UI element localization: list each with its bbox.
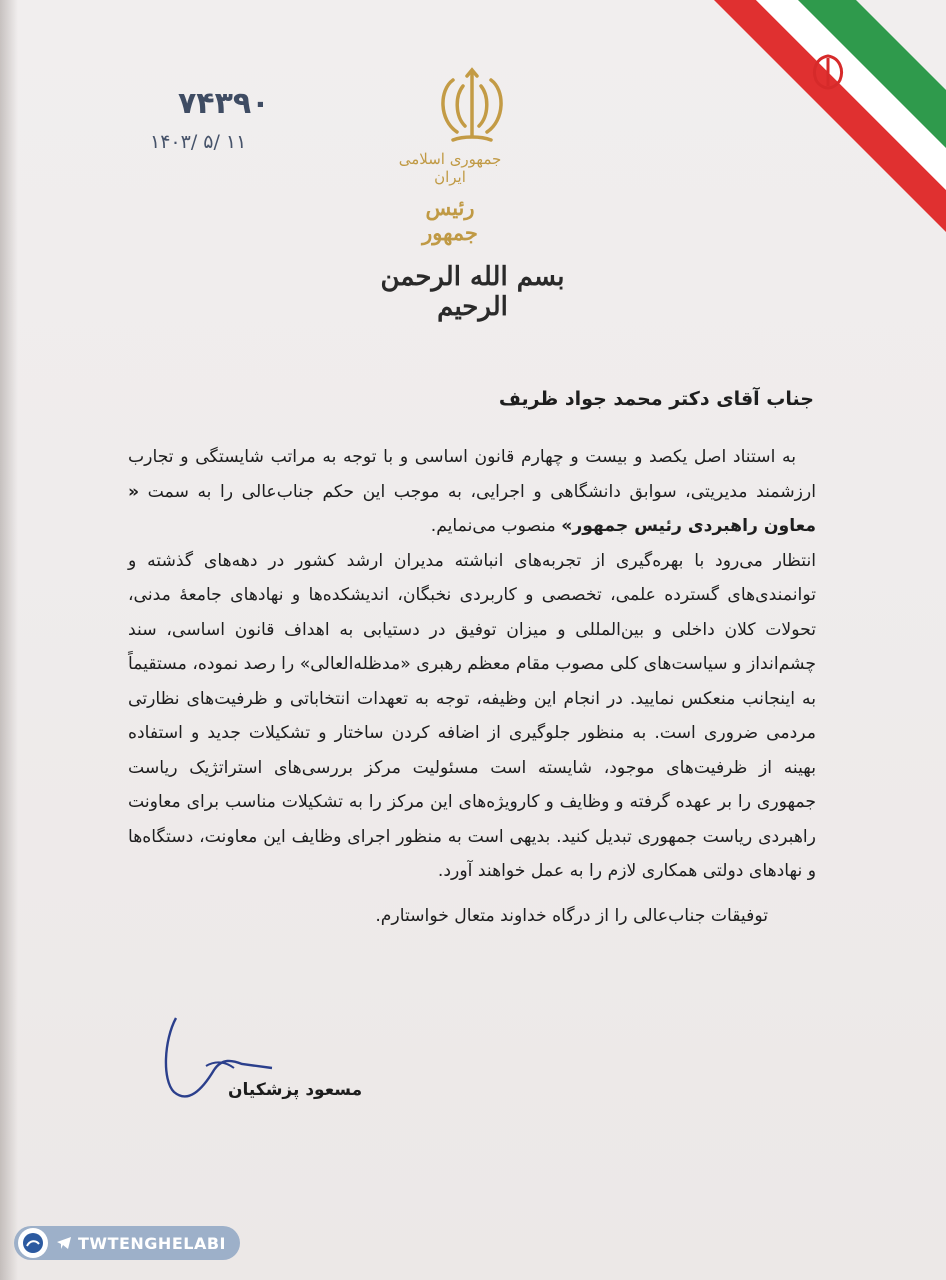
paragraph-1-intro: به استناد اصل یکصد و بیست و چهارم قانون اساسی و با توجه به مراتب شایستگی و تجارب ارزشمند مدیریتی، سوابق دانشگاهی و اجرایی، به موجب این حکم جناب‌عالی را به سمت bbox=[128, 447, 816, 502]
paragraph-1-end: منصوب می‌نمایم. bbox=[430, 516, 556, 536]
paragraph-1 bbox=[128, 440, 816, 544]
iran-flag-corner bbox=[686, 0, 946, 250]
letter-number: ۷۴۳۹۰ bbox=[178, 86, 270, 121]
basmala-calligraphy: بسم الله الرحمن الرحیم bbox=[380, 262, 565, 322]
iran-emblem-icon bbox=[431, 66, 513, 148]
channel-logo-icon bbox=[18, 1228, 48, 1258]
channel-watermark bbox=[14, 1226, 240, 1260]
telegram-icon bbox=[56, 1236, 72, 1250]
letter-date: ۱۴۰۳/ ۵/ ۱۱ bbox=[150, 131, 247, 153]
addressee: جناب آقای دکتر محمد جواد ظریف bbox=[498, 388, 814, 410]
letter-body bbox=[128, 378, 816, 933]
paper-edge-shadow bbox=[0, 0, 18, 1280]
signer-name: مسعود پزشکیان bbox=[228, 1080, 363, 1100]
paragraph-2: انتظار می‌رود با بهره‌گیری از تجربه‌های انباشته مدیران ارشد کشور در دهه‌های گذشته و توانمندی‌های گسترده علمی، تخصصی و کاربردی نخبگان، اندیشکده‌ها و نهادهای جامعهٔ مدنی، تحولات کلان داخلی و بین‌المللی و میزان توفیق در دستیابی به اهداف قانون اساسی، سند چشم‌انداز و سیاست‌های کلی مصوب مقام معظم رهبری «مدظله‌العالی» را رصد نموده، مستقیماً به اینجانب منعکس نمایید. در انجام این وظیفه، توجه به تعهدات انتخاباتی و ظرفیت‌های نظارتی مردمی ضروری است. به منظور جلوگیری از اضافه کردن ساختار و تشکیلات جدید و استفاده بهینه از ظرفیت‌های موجود، شایسته است مسئولیت مرکز بررسی‌های استراتژیک ریاست جمهوری را بر عهده گرفته و وظایف و کارویژه‌های این مرکز را به تشکیلات مناسب برای معاونت راهبردی ریاست جمهوری تبدیل کنید. بدیهی است به منظور اجرای وظایف این معاونت، دستگاه‌ها و نهادهای دولتی همکاری لازم را به عمل خواهند آورد. bbox=[128, 550, 816, 881]
appointment-title: « معاون راهبردی رئیس جمهور» bbox=[128, 481, 816, 536]
channel-handle: TWTENGHELABI bbox=[78, 1233, 226, 1253]
letterhead-line-1: جمهوری اسلامی ایران bbox=[398, 150, 502, 186]
letterhead-line-2: رئیس جمهور bbox=[422, 195, 478, 245]
closing-line: توفیقات جناب‌عالی را از درگاه خداوند متعال خواستارم. bbox=[375, 905, 768, 926]
